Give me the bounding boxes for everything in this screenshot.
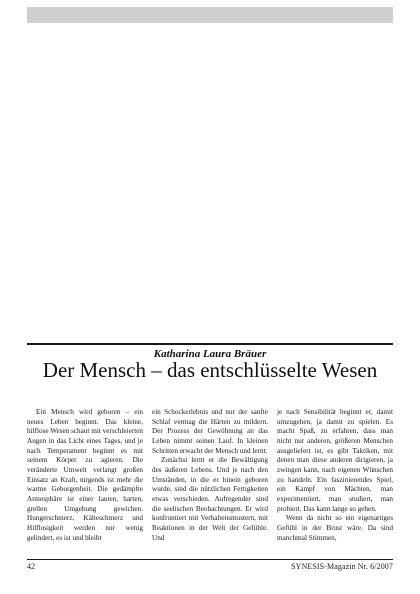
article-title: Der Mensch – das entschlüsselte Wesen	[42, 358, 378, 382]
paragraph: Ein Mensch wird geboren – ein neues Leben beginnt. Das kleine, hilflose Wesen schaut mit verschleierten Augen in das Licht eines Tages, und je nach Temperament beginnt es mit seinem Körper zu agieren. Die veränderte Umwelt verlangt großen Einsatz an Kraft, nirgends ist mehr die warme Geborgenheit. Die gedämpfte Atmosphäre ist einer lauten, harten, grellen Umgebung gewichen. Hungerschmerz, Kälteschmerz und Hilflosigkeit werden nur wenig gelindert, es ist und bleibt	[27, 408, 143, 542]
text-column-3	[277, 408, 393, 558]
text-column-2	[152, 408, 268, 558]
article-author: Katharina Laura Bräuer	[153, 348, 267, 360]
title-rule	[27, 343, 393, 345]
paragraph: Wenn da nicht so ein eigenartiges Gefühl in der Brust wäre. Da sind manchmal Stimmen,	[277, 514, 393, 542]
paragraph: Zunächst lernt er die Bewältigung des äußeren Lebens. Und je nach den Umständen, in die er hinein geboren wurde, sind die nützlichen Fertigkeiten etwas verschieden. Aufregender sind die seelischen Beobachtungen. Er wird konfrontiert mit Verhaltensmustern, mit Reaktionen in der Welt der Gefühle. Und	[152, 456, 268, 542]
text-column-1	[27, 408, 143, 558]
footer-rule	[27, 559, 393, 560]
journal-name: SYNESIS-Magazin Nr. 6/2007	[291, 562, 393, 571]
page-number: 42	[27, 562, 35, 571]
header-bar	[27, 7, 393, 23]
paragraph: ein Schockerlebnis und nur der sanfte Schlaf vermag die Härten zu mildern. Der Prozess der Gewöhnung an das Leben nimmt seinen Lauf. In kleinen Schritten erwacht der Mensch und lernt.	[152, 408, 268, 455]
paragraph: je nach Sensibilität beginnt er, damit umzugehen, ja damit zu spielen. Es macht Spaß, zu erfahren, dass man nicht nur anderen, größeren Menschen ausgeliefert ist, es gibt Taktiken, mit denen man diese anderen dirigieren, ja zwingen kann, nach eigenen Wünschen zu handeln. Ein faszinierendes Spiel, ein Kampf von Mächten, man experimentiert, man studiert, man probiert. Das kann lange so gehen.	[277, 408, 393, 513]
article-body	[27, 408, 393, 558]
